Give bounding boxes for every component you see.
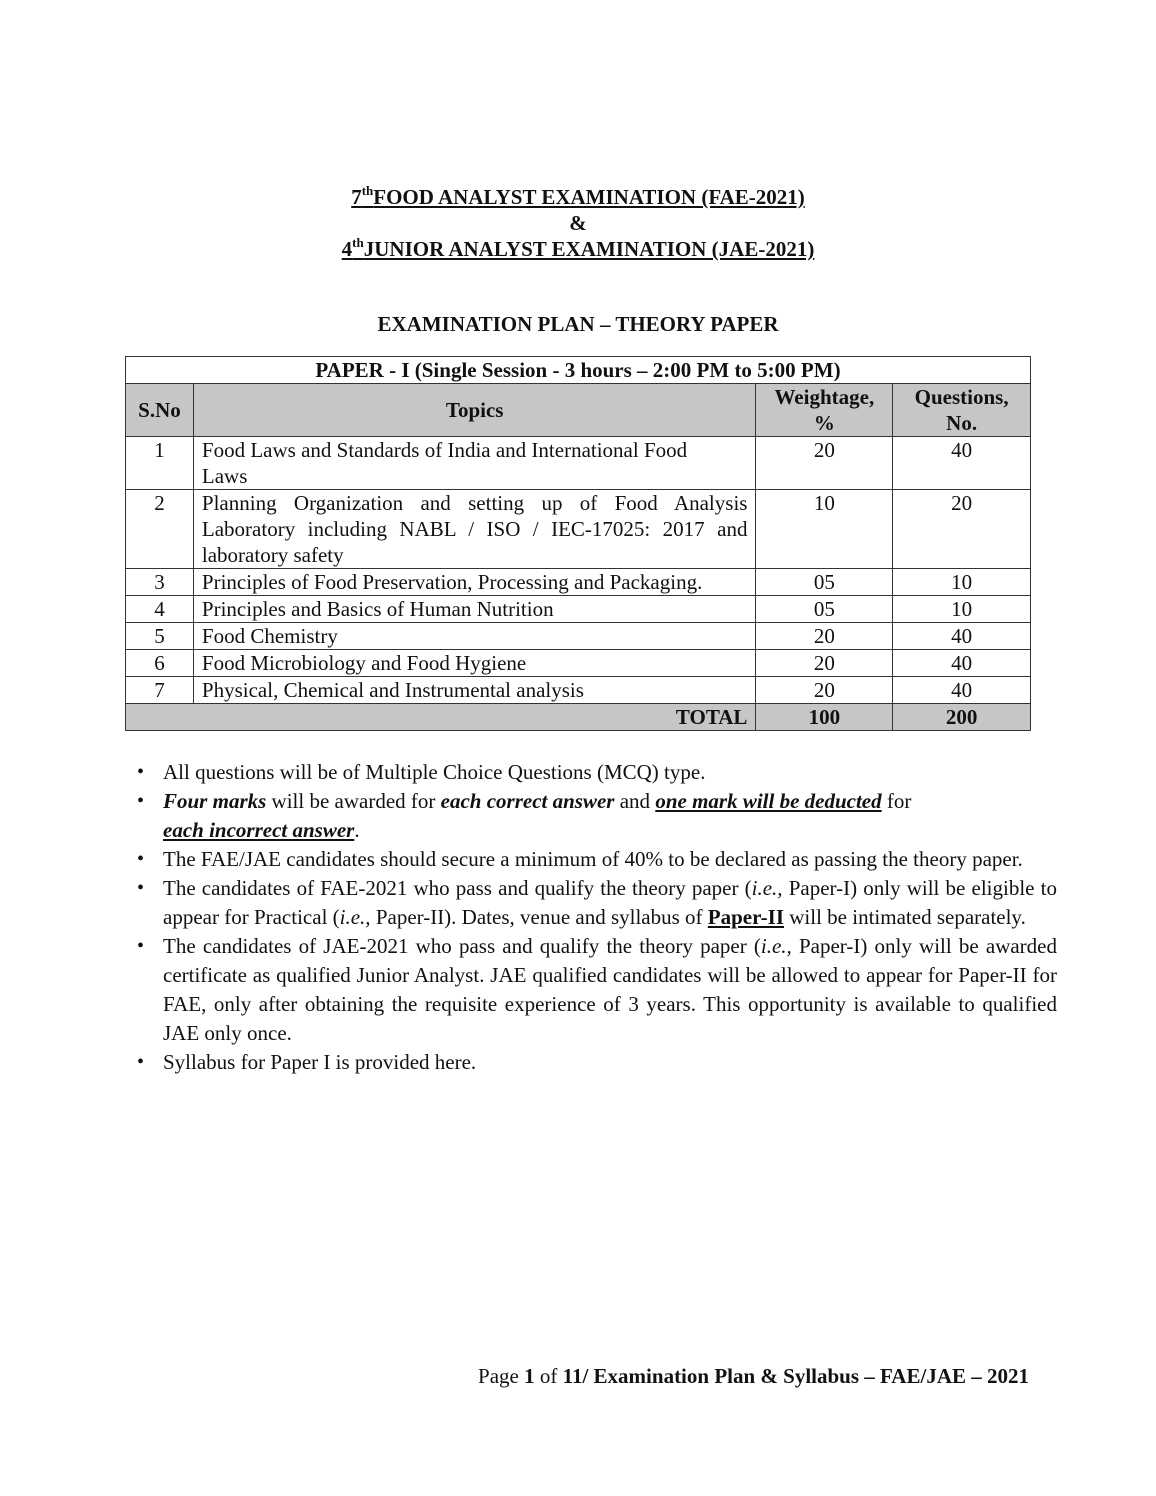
- row-weightage: 05: [756, 569, 893, 596]
- note-text: will be awarded for: [266, 789, 441, 813]
- row-sno: 2: [126, 490, 194, 569]
- footer-title: / Examination Plan & Syllabus – FAE/JAE – 2021: [582, 1364, 1029, 1388]
- row-weightage: 20: [756, 437, 893, 490]
- note-text: Paper-II). Dates, venue and syllabus of: [370, 905, 708, 929]
- note-text: and: [614, 789, 656, 813]
- list-item: [163, 874, 1057, 932]
- note-text: .: [354, 818, 360, 842]
- row-sno: 3: [126, 569, 194, 596]
- table-row: [126, 490, 1031, 569]
- note-text: for: [881, 789, 912, 813]
- row-sno: 6: [126, 650, 194, 677]
- footer-page-word: Page: [478, 1364, 525, 1388]
- header-weightage-line1: Weightage,: [774, 385, 875, 409]
- paper-title: PAPER - I (Single Session - 3 hours – 2:00 PM to 5:00 PM): [126, 357, 1031, 384]
- header-questions-line2: No.: [946, 411, 978, 435]
- note-italic: i.e.,: [339, 905, 371, 929]
- heading-fae: [0, 184, 1156, 210]
- row-sno: 7: [126, 677, 194, 704]
- row-questions: 40: [893, 623, 1031, 650]
- note-emphasis-underlined: one mark will be deducted: [655, 789, 882, 813]
- total-weightage: 100: [756, 704, 893, 731]
- note-italic: i.e.,: [760, 934, 792, 958]
- list-item: [163, 758, 1057, 787]
- row-topic: Physical, Chemical and Instrumental analysis: [193, 677, 756, 704]
- note-italic: i.e.,: [751, 876, 783, 900]
- header-questions-line1: Questions,: [914, 385, 1009, 409]
- heading-fae-ordinal: th: [361, 183, 374, 198]
- note-text: All questions will be of Multiple Choice Questions (MCQ) type.: [163, 760, 706, 784]
- list-item: [163, 932, 1057, 1048]
- table-row: [126, 569, 1031, 596]
- total-row: [126, 704, 1031, 731]
- row-questions: 20: [893, 490, 1031, 569]
- row-weightage: 10: [756, 490, 893, 569]
- header-weightage-line2: %: [813, 411, 835, 435]
- note-emphasis-underlined: Paper-II: [707, 905, 785, 929]
- row-questions: 10: [893, 596, 1031, 623]
- row-sno: 5: [126, 623, 194, 650]
- row-weightage: 20: [756, 650, 893, 677]
- note-text: will be intimated separately.: [784, 905, 1026, 929]
- heading-jae-text: JUNIOR ANALYST EXAMINATION (JAE-2021): [363, 237, 815, 261]
- notes-list: [125, 758, 1057, 1077]
- total-label: TOTAL: [126, 704, 756, 731]
- total-questions: 200: [893, 704, 1031, 731]
- document-heading: [0, 184, 1156, 262]
- row-sno: 4: [126, 596, 194, 623]
- row-topic: Food Microbiology and Food Hygiene: [193, 650, 756, 677]
- header-weightage: [756, 384, 893, 437]
- row-topic: Planning Organization and setting up of Food Analysis Laboratory including NABL / ISO / IEC-17025: 2017 and laboratory safety: [193, 490, 756, 569]
- note-text: Paper-I) only will be eligible to appear for Practical (: [163, 876, 1057, 929]
- footer-page-number: 1: [524, 1364, 535, 1388]
- note-text: Syllabus for Paper I is provided here.: [163, 1050, 477, 1074]
- table-row: [126, 437, 1031, 490]
- row-questions: 40: [893, 677, 1031, 704]
- row-questions: 40: [893, 650, 1031, 677]
- footer-total-pages: 11: [562, 1364, 583, 1388]
- row-weightage: 20: [756, 623, 893, 650]
- note-text: The candidates of JAE-2021 who pass and qualify the theory paper (: [163, 934, 761, 958]
- header-topics: Topics: [193, 384, 756, 437]
- note-text: Paper-I) only will be awarded certificate as qualified Junior Analyst. JAE qualified candidates will be allowed to appear for Paper-II for FAE, only after obtaining the requisite experience of 3 years. This opportunity is available to qualified JAE only once.: [163, 934, 1057, 1045]
- row-topic: Principles of Food Preservation, Processing and Packaging.: [193, 569, 756, 596]
- table-row: [126, 623, 1031, 650]
- heading-ampersand: &: [569, 211, 587, 235]
- note-emphasis-underlined: each incorrect answer: [163, 818, 355, 842]
- paper-title-row: [126, 357, 1031, 384]
- row-weightage: 20: [756, 677, 893, 704]
- page-footer: [0, 1364, 1029, 1389]
- row-sno: 1: [126, 437, 194, 490]
- table-row: [126, 596, 1031, 623]
- note-text: The candidates of FAE-2021 who pass and qualify the theory paper (: [163, 876, 752, 900]
- heading-jae: [0, 236, 1156, 262]
- row-topic: Food Chemistry: [193, 623, 756, 650]
- list-item: [163, 1048, 1057, 1077]
- row-topic: Principles and Basics of Human Nutrition: [193, 596, 756, 623]
- row-questions: 10: [893, 569, 1031, 596]
- note-emphasis: Four marks: [163, 789, 267, 813]
- row-topic: Food Laws and Standards of India and International Food Laws: [193, 437, 756, 490]
- list-item: [163, 787, 1057, 845]
- row-questions: 40: [893, 437, 1031, 490]
- header-row: [126, 384, 1031, 437]
- table-row: [126, 650, 1031, 677]
- note-emphasis: each correct answer: [440, 789, 615, 813]
- note-text: The FAE/JAE candidates should secure a minimum of 40% to be declared as passing the theory paper.: [163, 847, 1023, 871]
- footer-of-word: of: [534, 1364, 563, 1388]
- header-sno: S.No: [126, 384, 194, 437]
- table-row: [126, 677, 1031, 704]
- list-item: [163, 845, 1057, 874]
- heading-jae-ordinal: th: [352, 235, 364, 250]
- row-weightage: 05: [756, 596, 893, 623]
- heading-jae-number: 4: [341, 237, 353, 261]
- plan-title: EXAMINATION PLAN – THEORY PAPER: [377, 312, 779, 336]
- heading-fae-text: FOOD ANALYST EXAMINATION (FAE-2021): [373, 185, 805, 209]
- header-questions: [893, 384, 1031, 437]
- heading-fae-number: 7: [351, 185, 362, 209]
- exam-plan-table: [125, 356, 1031, 731]
